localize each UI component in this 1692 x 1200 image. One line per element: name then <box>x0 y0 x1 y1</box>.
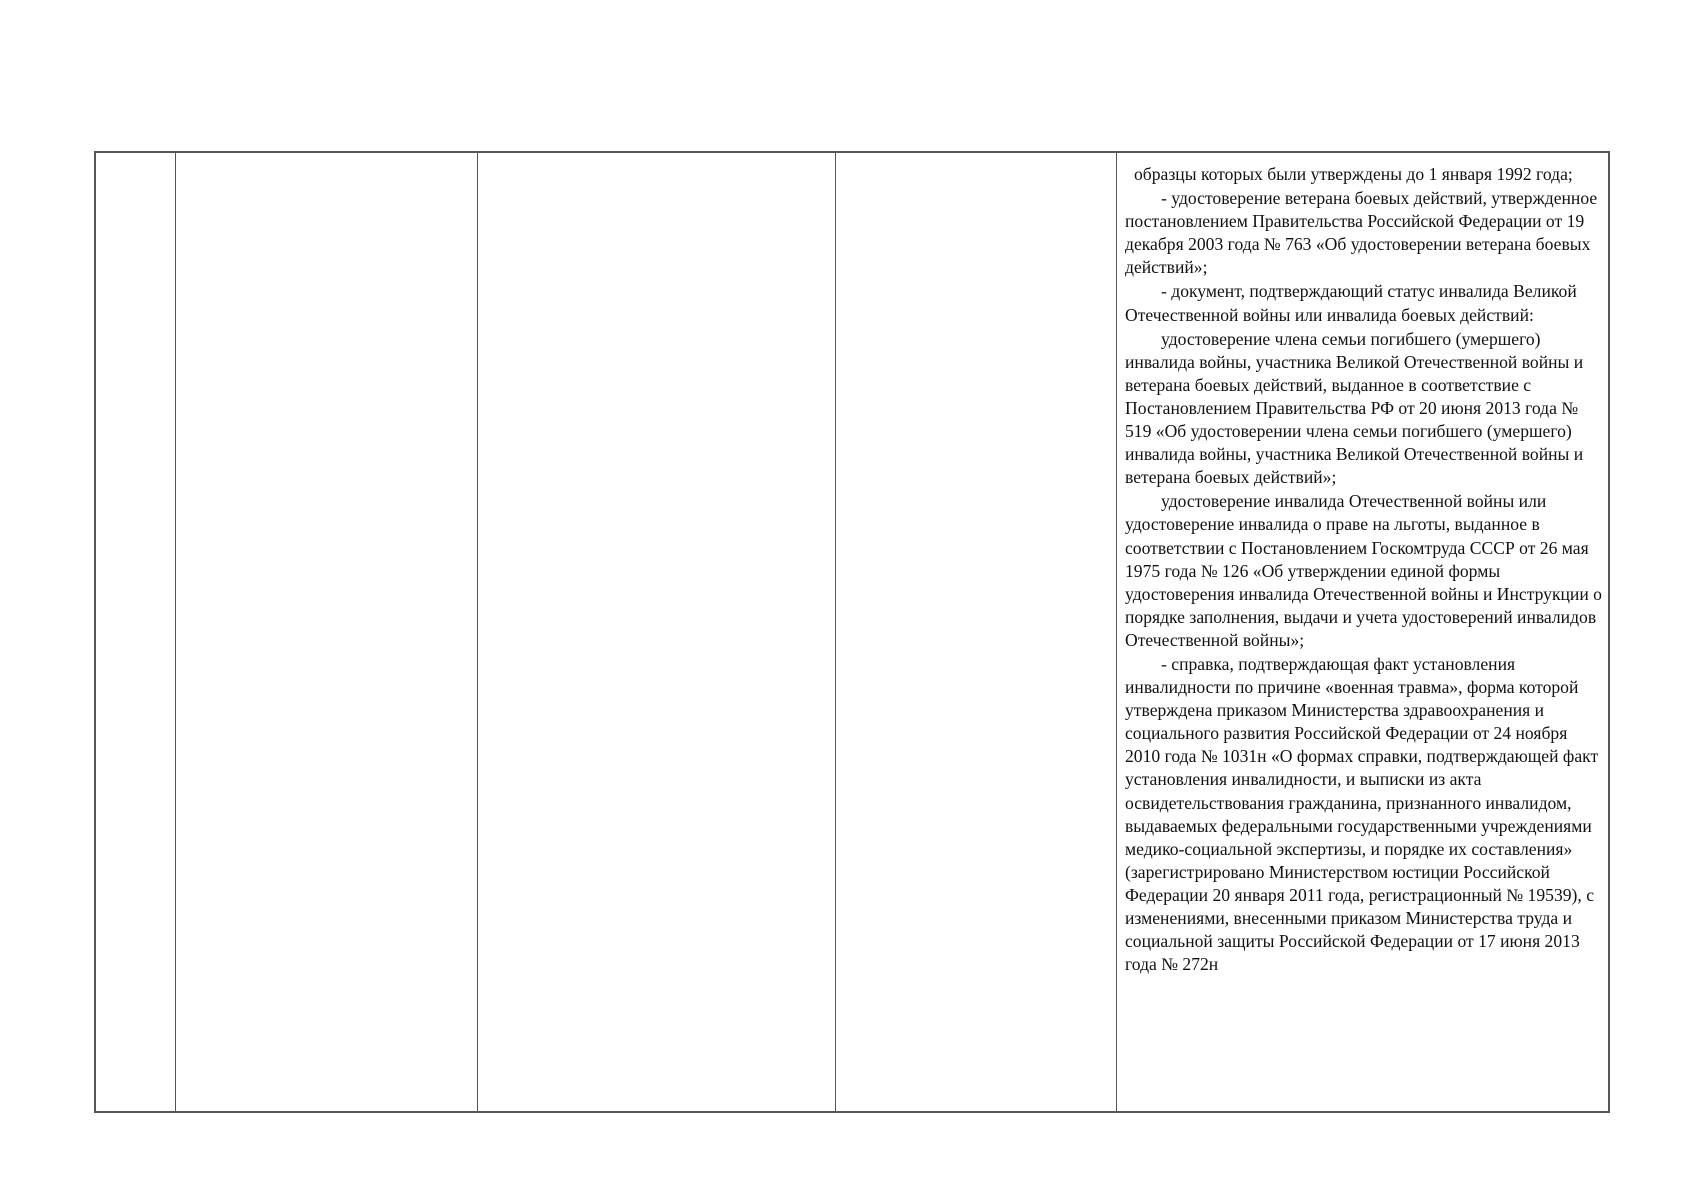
table-cell-number <box>96 153 176 1111</box>
paragraph-military-trauma-certificate: - справка, подтверждающая факт установления инвалидности по причине «военная травма», форма которой утверждена приказом Министерства здравоохранения и социального развития Российской Федерации от 24 ноября 2010 года № 1031н «О формах справки, подтверждающей факт установления инвалидности, и выписки из акта освидетельствования гражданина, признанного инвалидом, выдаваемых федеральными государственными учреждениями медико-социальной экспертизы, и порядке их составления» (зарегистрировано Министерством юстиции Российской Федерации 20 января 2011 года, регистрационный № 19539), с изменениями, внесенными приказом Министерства труда и социальной защиты Российской Федерации от 17 июня 2013 года № 272н <box>1125 653 1599 975</box>
paragraph-invalid-status-document: - документ, подтверждающий статус инвалида Великой Отечественной войны или инвалида боевых действий: <box>1125 281 1577 325</box>
paragraph-invalid-war-certificate: удостоверение инвалида Отечественной войны или удостоверение инвалида о праве на льготы, выданное в соответствии с Постановлением Госкомтруда СССР от 26 мая 1975 года № 126 «Об утверждении единой формы удостоверения инвалида Отечественной войны и Инструкции о порядке заполнения, выдачи и учета удостоверений инвалидов Отечественной войны»; <box>1125 491 1602 650</box>
paragraph-veteran-certificate: - удостоверение ветерана боевых действий, утвержденное постановлением Правительства Российской Федерации от 19 декабря 2003 года № 763 «Об удостоверении ветерана боевых действий»; <box>1125 188 1598 278</box>
paragraph-family-member-certificate: удостоверение члена семьи погибшего (умершего) инвалида войны, участника Великой Отечественной войны и ветерана боевых действий, выданное в соответствие с Постановлением Правительства РФ от 20 июня 2013 года № 519 «Об удостоверении члена семьи погибшего (умершего) инвалида войны, участника Великой Отечественной войны и ветерана боевых действий»; <box>1125 328 1584 488</box>
paragraph-continuation: образцы которых были утверждены до 1 января 1992 года; <box>1134 164 1573 184</box>
table-cell-documents <box>1117 153 1608 1111</box>
document-table <box>94 151 1610 1113</box>
table-cell-4 <box>836 153 1117 1111</box>
table-cell-2 <box>176 153 478 1111</box>
table-cell-3 <box>478 153 836 1111</box>
